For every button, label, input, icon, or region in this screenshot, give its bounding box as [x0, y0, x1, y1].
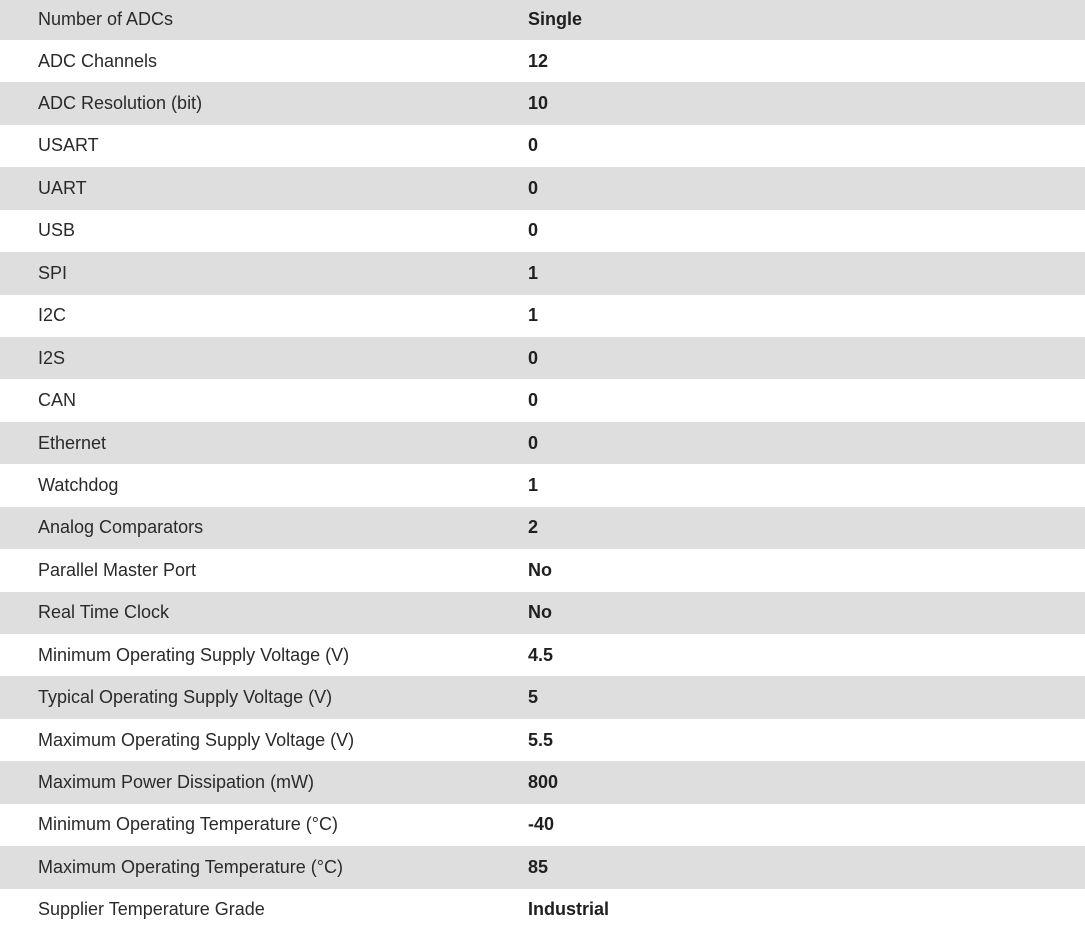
spec-value: 0 [528, 390, 539, 411]
spec-value: 2 [528, 517, 539, 538]
spec-row-min-supply-voltage [0, 634, 1085, 676]
spec-label: Maximum Operating Temperature (°C) [38, 856, 343, 877]
spec-row-can [0, 379, 1085, 421]
spec-label: Minimum Operating Supply Voltage (V) [38, 644, 350, 665]
spec-label: ADC Resolution (bit) [38, 93, 203, 114]
spec-value: 4.5 [528, 644, 554, 665]
spec-row-watchdog [0, 464, 1085, 506]
spec-value: -40 [528, 814, 555, 835]
spec-label: USART [38, 135, 99, 156]
spec-value: 0 [528, 347, 539, 368]
spec-row-max-power-dissipation [0, 761, 1085, 803]
spec-row-spi [0, 252, 1085, 294]
spec-label: Real Time Clock [38, 602, 170, 623]
spec-row-ethernet [0, 422, 1085, 464]
spec-value: 0 [528, 220, 539, 241]
spec-row-i2c [0, 295, 1085, 337]
spec-row-supplier-temperature-grade [0, 889, 1085, 931]
spec-label: Ethernet [38, 432, 107, 453]
spec-label: Typical Operating Supply Voltage (V) [38, 687, 333, 708]
spec-label: Maximum Power Dissipation (mW) [38, 772, 315, 793]
spec-label: SPI [38, 262, 68, 283]
spec-label: Watchdog [38, 474, 119, 495]
spec-row-analog-comparators [0, 507, 1085, 549]
spec-label: I2S [38, 347, 66, 368]
spec-label: Supplier Temperature Grade [38, 899, 265, 920]
spec-label: USB [38, 220, 76, 241]
spec-label: Parallel Master Port [38, 559, 197, 580]
spec-label: Number of ADCs [38, 9, 174, 30]
spec-value: 1 [528, 262, 539, 283]
spec-value: No [528, 559, 552, 580]
spec-value: Industrial [528, 899, 610, 920]
spec-row-adc-channels [0, 40, 1085, 82]
spec-value: No [528, 602, 552, 623]
spec-row-min-operating-temperature [0, 804, 1085, 846]
spec-value: 1 [528, 305, 539, 326]
spec-label: CAN [38, 390, 77, 411]
spec-value: 5.5 [528, 729, 554, 750]
spec-value: 0 [528, 135, 539, 156]
spec-row-number-of-adcs [0, 0, 1085, 40]
spec-row-i2s [0, 337, 1085, 379]
spec-value: Single [528, 9, 583, 30]
spec-label: ADC Channels [38, 50, 158, 71]
spec-value: 85 [528, 856, 549, 877]
spec-value: 0 [528, 432, 539, 453]
spec-row-usb [0, 210, 1085, 252]
spec-label: Minimum Operating Temperature (°C) [38, 814, 338, 835]
spec-row-uart [0, 167, 1085, 209]
spec-row-adc-resolution [0, 82, 1085, 124]
spec-row-parallel-master-port [0, 549, 1085, 591]
spec-label: UART [38, 177, 87, 198]
spec-row-usart [0, 125, 1085, 167]
spec-value: 1 [528, 474, 539, 495]
spec-row-typical-supply-voltage [0, 676, 1085, 718]
spec-label: Maximum Operating Supply Voltage (V) [38, 729, 355, 750]
spec-value: 800 [528, 772, 559, 793]
spec-row-max-supply-voltage [0, 719, 1085, 761]
spec-value: 10 [528, 93, 549, 114]
spec-label: Analog Comparators [38, 517, 204, 538]
spec-row-real-time-clock [0, 592, 1085, 634]
spec-value: 12 [528, 50, 549, 71]
spec-label: I2C [38, 305, 67, 326]
spec-value: 5 [528, 687, 539, 708]
spec-row-max-operating-temperature [0, 846, 1085, 888]
spec-value: 0 [528, 177, 539, 198]
